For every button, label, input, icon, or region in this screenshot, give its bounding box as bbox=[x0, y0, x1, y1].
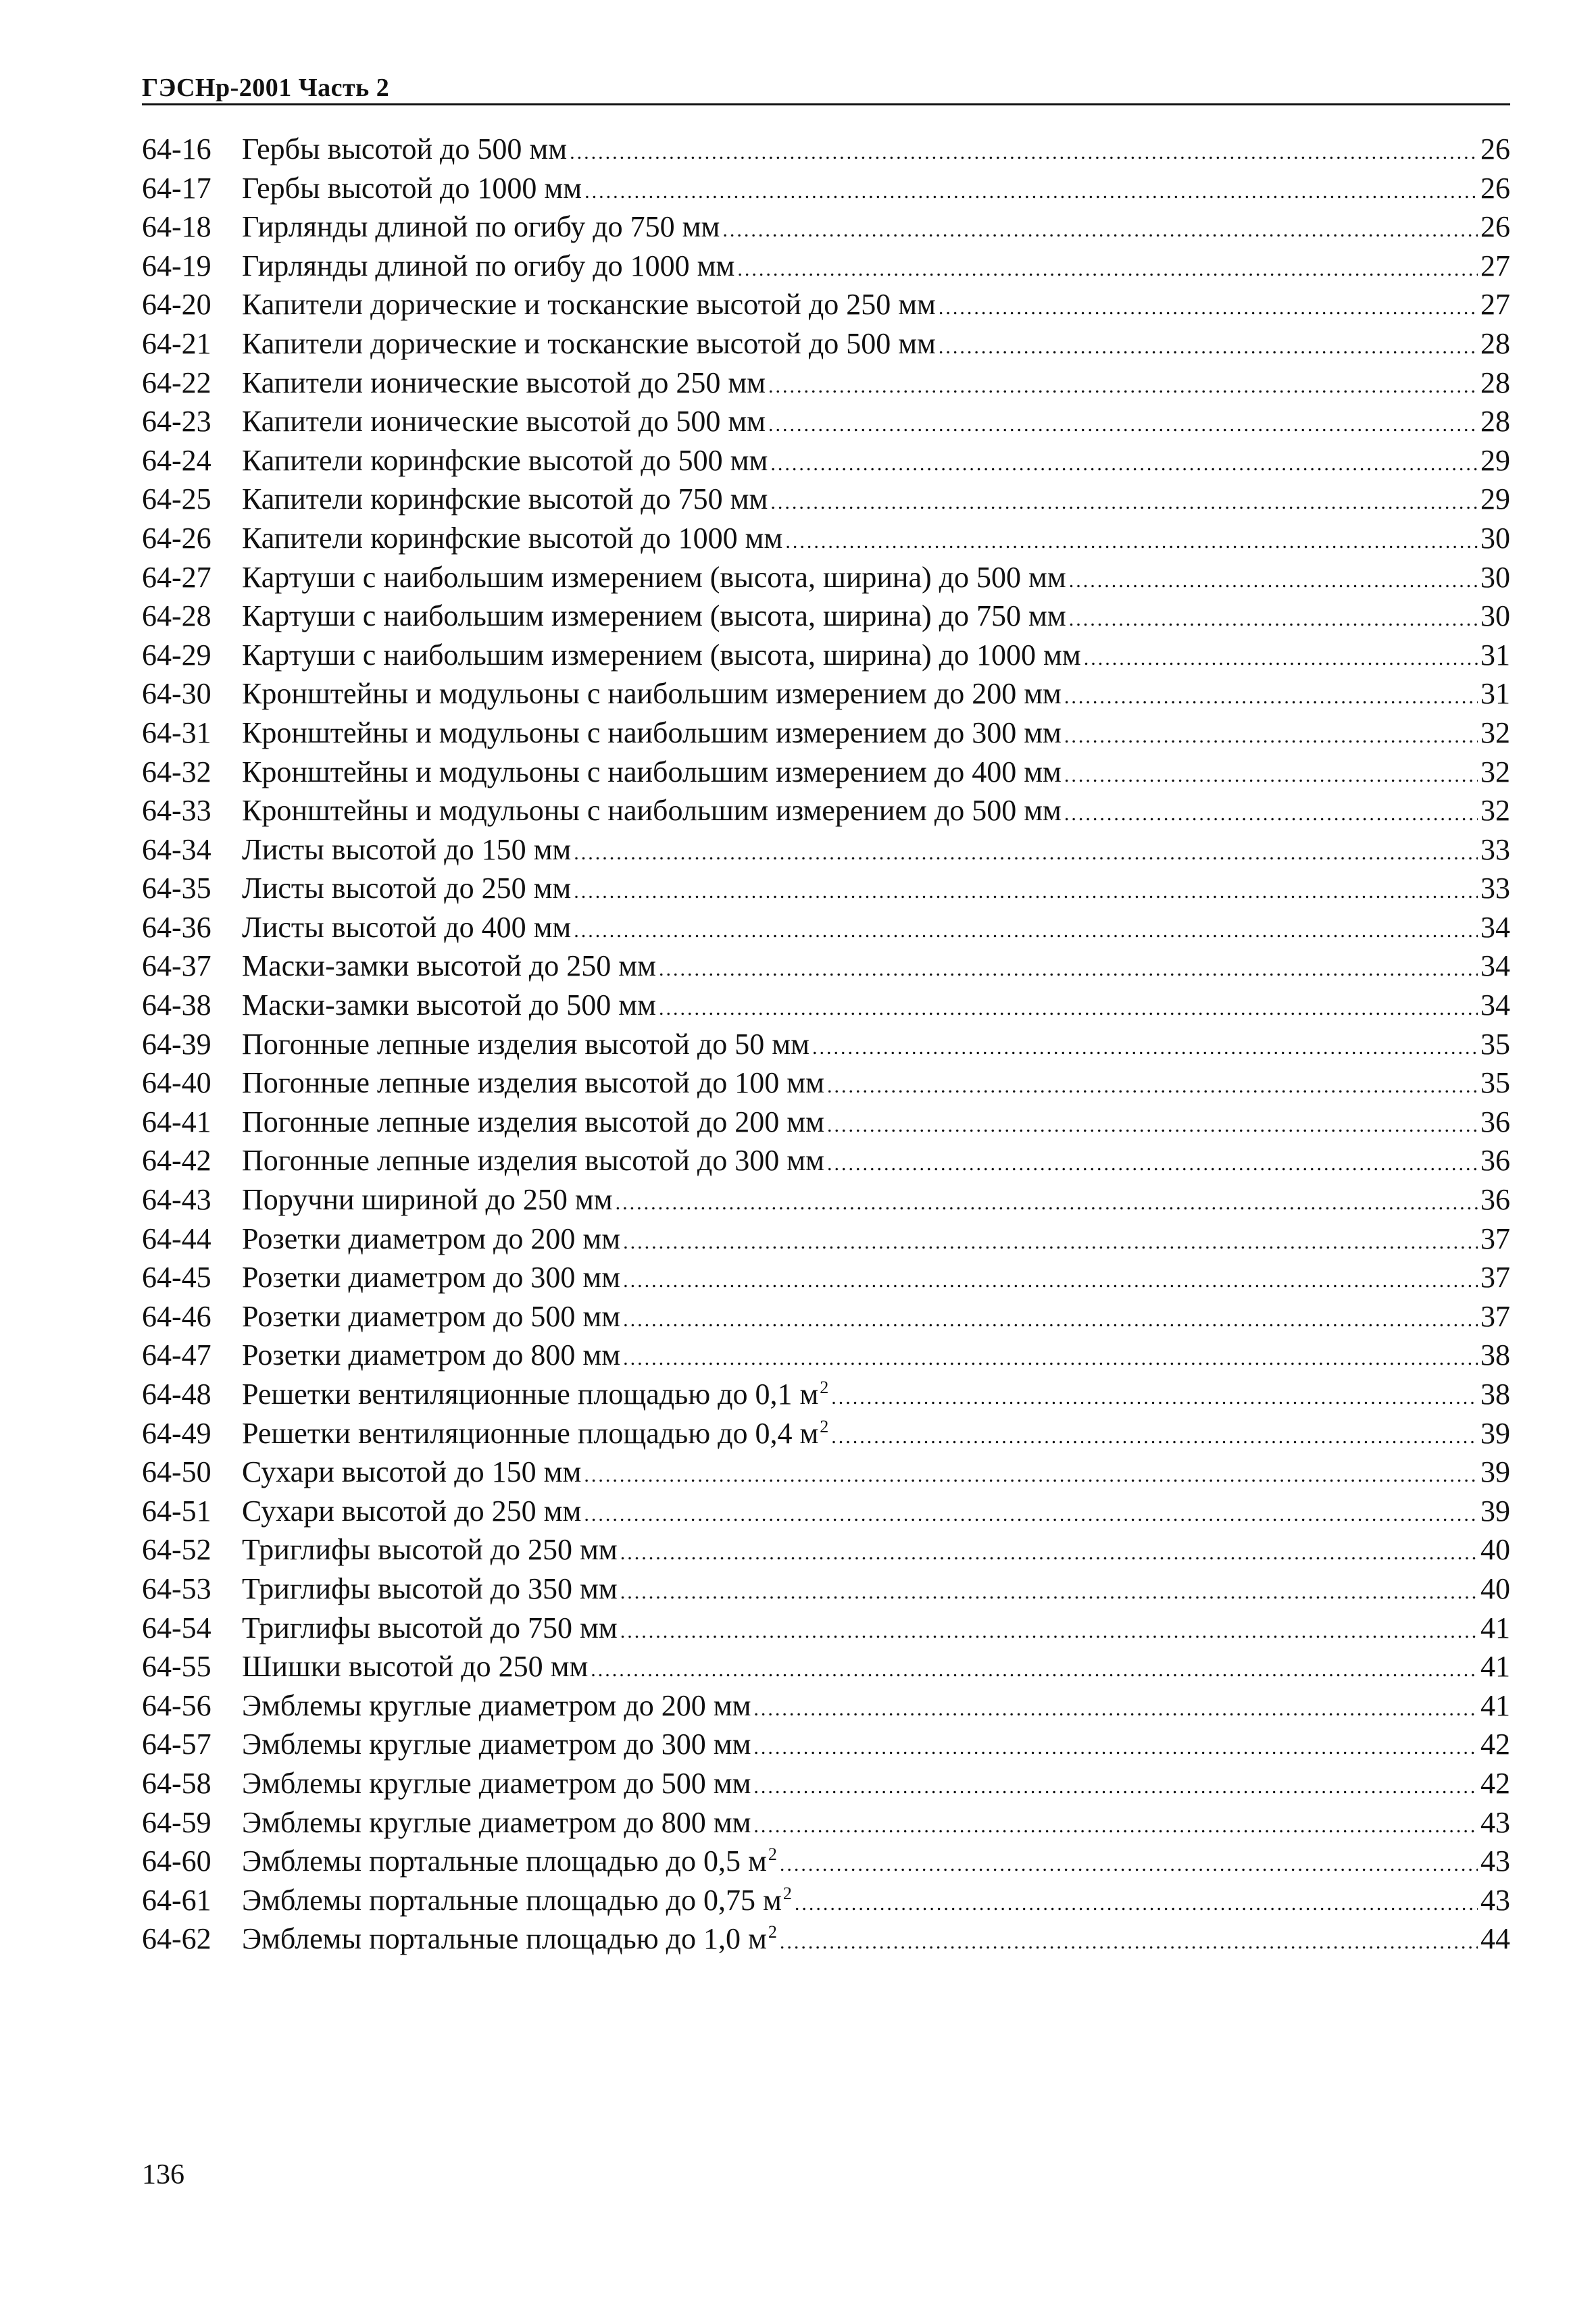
toc-entry-title-text: Эмблемы портальные площадью до 1,0 м bbox=[242, 1922, 767, 1956]
toc-entry-superscript: 2 bbox=[820, 1416, 829, 1436]
toc-entry-code: 64-53 bbox=[142, 1571, 211, 1605]
toc-dot-leader bbox=[753, 1690, 1478, 1729]
toc-entry-title bbox=[242, 753, 1062, 792]
toc-entry-title bbox=[242, 247, 734, 286]
toc-entry-title-text: Картуши с наибольшим измерением (высота, ширина) до 500 мм bbox=[242, 560, 1066, 594]
toc-entry-title bbox=[242, 402, 766, 441]
toc-dot-leader bbox=[737, 250, 1478, 289]
toc-entry-title-text: Гирлянды длиной по огибу до 750 мм bbox=[242, 210, 720, 244]
toc-entry-title-text: Погонные лепные изделия высотой до 50 мм bbox=[242, 1027, 809, 1061]
toc-entry-title bbox=[242, 207, 720, 247]
toc-dot-leader bbox=[780, 1923, 1478, 1962]
toc-entry bbox=[142, 869, 1510, 908]
toc-entry bbox=[142, 402, 1510, 441]
toc-entry-code: 64-33 bbox=[142, 794, 211, 828]
toc-dot-leader bbox=[659, 989, 1478, 1028]
toc-entry bbox=[142, 1647, 1510, 1686]
table-of-contents bbox=[142, 130, 1510, 1959]
toc-entry bbox=[142, 1063, 1510, 1103]
toc-entry-title bbox=[242, 1803, 751, 1842]
toc-entry-page: 43 bbox=[1480, 1805, 1510, 1839]
toc-entry-title-text: Погонные лепные изделия высотой до 100 мм bbox=[242, 1066, 824, 1100]
toc-entry-title-text: Гирлянды длиной по огибу до 1000 мм bbox=[242, 249, 735, 282]
toc-entry-title bbox=[242, 130, 567, 169]
toc-entry-page: 43 bbox=[1480, 1844, 1510, 1878]
toc-entry bbox=[142, 791, 1510, 830]
toc-entry-page: 40 bbox=[1480, 1533, 1510, 1567]
toc-entry-title bbox=[242, 986, 656, 1025]
toc-dot-leader bbox=[616, 1184, 1478, 1223]
toc-entry-code: 64-31 bbox=[142, 715, 211, 749]
toc-entry bbox=[142, 324, 1510, 363]
toc-entry-title bbox=[242, 1764, 751, 1803]
toc-dot-leader bbox=[584, 172, 1478, 211]
toc-entry-title bbox=[242, 480, 768, 519]
toc-entry-code: 64-52 bbox=[142, 1533, 211, 1567]
toc-entry-page: 28 bbox=[1480, 366, 1510, 399]
toc-entry-title bbox=[242, 1297, 620, 1336]
toc-entry-title bbox=[242, 1881, 792, 1920]
toc-entry bbox=[142, 1025, 1510, 1064]
toc-entry bbox=[142, 1219, 1510, 1259]
toc-entry-page: 37 bbox=[1480, 1261, 1510, 1294]
toc-entry-code: 64-17 bbox=[142, 171, 211, 205]
toc-entry-page: 32 bbox=[1480, 715, 1510, 749]
toc-dot-leader bbox=[780, 1845, 1478, 1884]
toc-entry-page: 41 bbox=[1480, 1688, 1510, 1722]
toc-dot-leader bbox=[795, 1884, 1478, 1923]
toc-dot-leader bbox=[939, 288, 1478, 328]
toc-entry bbox=[142, 1919, 1510, 1959]
toc-entry-page: 33 bbox=[1480, 872, 1510, 905]
toc-entry-title bbox=[242, 1180, 613, 1219]
toc-entry-code: 64-61 bbox=[142, 1883, 211, 1917]
toc-dot-leader bbox=[827, 1106, 1478, 1145]
toc-entry-title-text: Поручни шириной до 250 мм bbox=[242, 1183, 613, 1217]
toc-entry-page: 39 bbox=[1480, 1416, 1510, 1450]
toc-entry-page: 26 bbox=[1480, 171, 1510, 205]
toc-entry-code: 64-62 bbox=[142, 1922, 211, 1956]
toc-entry-title bbox=[242, 1725, 751, 1764]
toc-entry-page: 34 bbox=[1480, 988, 1510, 1022]
toc-entry-page: 32 bbox=[1480, 755, 1510, 788]
toc-entry-code: 64-58 bbox=[142, 1766, 211, 1800]
toc-entry-title bbox=[242, 519, 782, 558]
toc-dot-leader bbox=[1069, 561, 1478, 601]
toc-entry-code: 64-30 bbox=[142, 677, 211, 711]
toc-entry bbox=[142, 1764, 1510, 1803]
toc-entry-title-text: Капители дорические и тосканские высотой до 500 мм bbox=[242, 326, 936, 360]
toc-entry-title bbox=[242, 324, 936, 363]
toc-entry-page: 39 bbox=[1480, 1494, 1510, 1528]
toc-entry bbox=[142, 1609, 1510, 1648]
toc-entry-title bbox=[242, 1919, 777, 1959]
toc-entry-title bbox=[242, 1141, 824, 1180]
toc-entry-page: 38 bbox=[1480, 1338, 1510, 1372]
toc-dot-leader bbox=[1064, 717, 1478, 756]
toc-entry-code: 64-19 bbox=[142, 249, 211, 282]
toc-entry-page: 36 bbox=[1480, 1183, 1510, 1217]
toc-entry-page: 30 bbox=[1480, 560, 1510, 594]
toc-entry-page: 34 bbox=[1480, 949, 1510, 983]
toc-entry-title-text: Эмблемы круглые диаметром до 800 мм bbox=[242, 1805, 751, 1839]
toc-entry-code: 64-57 bbox=[142, 1728, 211, 1761]
toc-dot-leader bbox=[659, 950, 1478, 989]
toc-entry-title-text: Решетки вентиляционные площадью до 0,4 м bbox=[242, 1416, 819, 1450]
toc-entry-title bbox=[242, 1375, 828, 1414]
toc-dot-leader bbox=[753, 1728, 1478, 1767]
toc-entry-title bbox=[242, 713, 1062, 753]
toc-entry-title-text: Листы высотой до 250 мм bbox=[242, 872, 572, 905]
toc-entry-page: 26 bbox=[1480, 210, 1510, 244]
toc-entry-title bbox=[242, 1530, 618, 1569]
toc-entry-page: 32 bbox=[1480, 794, 1510, 828]
toc-entry-page: 29 bbox=[1480, 482, 1510, 516]
toc-dot-leader bbox=[812, 1028, 1478, 1067]
toc-entry-page: 37 bbox=[1480, 1299, 1510, 1333]
toc-entry-title-text: Сухари высотой до 150 мм bbox=[242, 1455, 582, 1489]
toc-entry bbox=[142, 986, 1510, 1025]
toc-entry-code: 64-60 bbox=[142, 1844, 211, 1878]
toc-entry-title bbox=[242, 636, 1081, 675]
toc-dot-leader bbox=[770, 483, 1478, 522]
toc-entry bbox=[142, 1297, 1510, 1336]
toc-entry-page: 36 bbox=[1480, 1105, 1510, 1138]
toc-entry bbox=[142, 1414, 1510, 1453]
toc-entry-page: 34 bbox=[1480, 910, 1510, 944]
toc-entry bbox=[142, 519, 1510, 558]
toc-entry-code: 64-54 bbox=[142, 1611, 211, 1644]
toc-entry-title bbox=[242, 1025, 809, 1064]
toc-entry-title-text: Шишки высотой до 250 мм bbox=[242, 1650, 589, 1684]
toc-entry-code: 64-26 bbox=[142, 521, 211, 555]
toc-entry-title-text: Капители дорические и тосканские высотой до 250 мм bbox=[242, 288, 936, 322]
toc-entry-page: 26 bbox=[1480, 132, 1510, 166]
toc-entry-superscript: 2 bbox=[768, 1844, 777, 1865]
toc-entry-code: 64-47 bbox=[142, 1338, 211, 1372]
toc-dot-leader bbox=[623, 1261, 1478, 1301]
toc-entry-page: 31 bbox=[1480, 677, 1510, 711]
toc-entry-page: 27 bbox=[1480, 288, 1510, 322]
toc-entry-title bbox=[242, 1609, 618, 1648]
toc-entry bbox=[142, 1258, 1510, 1297]
toc-entry-title bbox=[242, 908, 571, 947]
toc-entry-title bbox=[242, 674, 1062, 713]
toc-entry-code: 64-50 bbox=[142, 1455, 211, 1489]
toc-dot-leader bbox=[770, 445, 1478, 484]
toc-dot-leader bbox=[623, 1339, 1478, 1378]
toc-entry-page: 41 bbox=[1480, 1611, 1510, 1644]
toc-entry bbox=[142, 169, 1510, 208]
toc-dot-leader bbox=[753, 1767, 1478, 1807]
toc-entry-page: 35 bbox=[1480, 1066, 1510, 1100]
toc-entry-code: 64-24 bbox=[142, 443, 211, 477]
toc-entry-title-text: Эмблемы круглые диаметром до 300 мм bbox=[242, 1728, 751, 1761]
toc-entry-code: 64-16 bbox=[142, 132, 211, 166]
toc-entry-title-text: Капители коринфские высотой до 500 мм bbox=[242, 443, 768, 477]
toc-dot-leader bbox=[584, 1456, 1478, 1495]
toc-entry-code: 64-48 bbox=[142, 1378, 211, 1411]
toc-entry-code: 64-29 bbox=[142, 638, 211, 672]
toc-entry bbox=[142, 363, 1510, 403]
toc-entry-title bbox=[242, 1414, 828, 1453]
toc-entry bbox=[142, 1530, 1510, 1569]
toc-entry bbox=[142, 753, 1510, 792]
toc-entry-page: 44 bbox=[1480, 1922, 1510, 1956]
toc-dot-leader bbox=[574, 872, 1478, 911]
toc-entry bbox=[142, 908, 1510, 947]
toc-entry bbox=[142, 285, 1510, 324]
toc-entry-title-text: Картуши с наибольшим измерением (высота, ширина) до 1000 мм bbox=[242, 638, 1081, 672]
toc-dot-leader bbox=[827, 1067, 1478, 1106]
toc-entry-code: 64-40 bbox=[142, 1066, 211, 1100]
toc-entry-title-text: Эмблемы портальные площадью до 0,5 м bbox=[242, 1844, 767, 1878]
toc-entry-page: 39 bbox=[1480, 1455, 1510, 1489]
toc-entry-superscript: 2 bbox=[768, 1922, 777, 1942]
toc-entry-title-text: Погонные лепные изделия высотой до 300 мм bbox=[242, 1144, 824, 1178]
toc-entry-title-text: Листы высотой до 150 мм bbox=[242, 832, 572, 866]
toc-entry-page: 36 bbox=[1480, 1144, 1510, 1178]
toc-entry-title-text: Листы высотой до 400 мм bbox=[242, 910, 572, 944]
toc-entry-title-text: Капители коринфские высотой до 750 мм bbox=[242, 482, 768, 516]
toc-entry bbox=[142, 1453, 1510, 1492]
toc-entry-code: 64-32 bbox=[142, 755, 211, 788]
toc-entry bbox=[142, 1725, 1510, 1764]
toc-entry bbox=[142, 713, 1510, 753]
toc-entry-title-text: Розетки диаметром до 800 мм bbox=[242, 1338, 621, 1372]
toc-entry-title-text: Эмблемы портальные площадью до 0,75 м bbox=[242, 1883, 782, 1917]
toc-entry-title-text: Гербы высотой до 1000 мм bbox=[242, 171, 582, 205]
toc-entry-title-text: Эмблемы круглые диаметром до 500 мм bbox=[242, 1766, 751, 1800]
toc-entry-title bbox=[242, 1103, 824, 1142]
toc-entry bbox=[142, 636, 1510, 675]
toc-entry bbox=[142, 1803, 1510, 1842]
toc-entry-code: 64-46 bbox=[142, 1299, 211, 1333]
toc-dot-leader bbox=[1064, 678, 1478, 717]
toc-dot-leader bbox=[574, 911, 1478, 951]
toc-entry-code: 64-56 bbox=[142, 1688, 211, 1722]
toc-entry-title-text: Эмблемы круглые диаметром до 200 мм bbox=[242, 1688, 751, 1722]
toc-entry-title-text: Капители ионические высотой до 500 мм bbox=[242, 405, 766, 438]
toc-entry-title bbox=[242, 1063, 824, 1103]
toc-dot-leader bbox=[1064, 756, 1478, 795]
toc-dot-leader bbox=[574, 834, 1478, 873]
running-header bbox=[142, 69, 1510, 105]
toc-dot-leader bbox=[939, 328, 1478, 367]
toc-entry bbox=[142, 1492, 1510, 1531]
toc-entry-title-text: Маски-замки высотой до 500 мм bbox=[242, 988, 656, 1022]
toc-entry-code: 64-22 bbox=[142, 366, 211, 399]
toc-entry-title-text: Маски-замки высотой до 250 мм bbox=[242, 949, 656, 983]
toc-entry-title-text: Кронштейны и модульоны с наибольшим измерением до 500 мм bbox=[242, 794, 1062, 828]
toc-entry-code: 64-36 bbox=[142, 910, 211, 944]
toc-entry-title bbox=[242, 169, 582, 208]
toc-entry bbox=[142, 130, 1510, 169]
toc-entry-code: 64-25 bbox=[142, 482, 211, 516]
toc-dot-leader bbox=[785, 522, 1478, 561]
toc-entry bbox=[142, 1881, 1510, 1920]
toc-entry-page: 40 bbox=[1480, 1571, 1510, 1605]
toc-entry-page: 41 bbox=[1480, 1650, 1510, 1684]
toc-entry-title-text: Розетки диаметром до 200 мм bbox=[242, 1222, 621, 1255]
toc-entry-title bbox=[242, 1492, 581, 1531]
toc-entry-title bbox=[242, 1336, 620, 1375]
toc-entry-title-text: Капители ионические высотой до 250 мм bbox=[242, 366, 766, 399]
toc-entry-title-text: Капители коринфские высотой до 1000 мм bbox=[242, 521, 783, 555]
toc-entry-title bbox=[242, 558, 1066, 597]
toc-dot-leader bbox=[620, 1612, 1478, 1651]
toc-entry-title-text: Кронштейны и модульоны с наибольшим измерением до 400 мм bbox=[242, 755, 1062, 788]
toc-entry-title bbox=[242, 597, 1066, 636]
toc-dot-leader bbox=[620, 1573, 1478, 1612]
toc-entry-title bbox=[242, 441, 768, 480]
toc-entry-code: 64-37 bbox=[142, 949, 211, 983]
toc-entry-code: 64-18 bbox=[142, 210, 211, 244]
toc-dot-leader bbox=[831, 1417, 1478, 1457]
toc-entry-title-text: Кронштейны и модульоны с наибольшим измерением до 300 мм bbox=[242, 715, 1062, 749]
toc-entry bbox=[142, 674, 1510, 713]
toc-entry bbox=[142, 1103, 1510, 1142]
toc-entry-title bbox=[242, 1647, 588, 1686]
toc-entry-title-text: Розетки диаметром до 300 мм bbox=[242, 1261, 621, 1294]
toc-entry-code: 64-43 bbox=[142, 1183, 211, 1217]
toc-dot-leader bbox=[722, 211, 1478, 250]
toc-entry-title bbox=[242, 1453, 581, 1492]
toc-entry-title-text: Триглифы высотой до 350 мм bbox=[242, 1571, 618, 1605]
toc-entry-title-text: Погонные лепные изделия высотой до 200 мм bbox=[242, 1105, 824, 1138]
toc-entry-page: 28 bbox=[1480, 405, 1510, 438]
toc-dot-leader bbox=[768, 405, 1478, 445]
page-number: 136 bbox=[142, 2159, 184, 2190]
toc-entry-title bbox=[242, 1842, 777, 1881]
toc-entry-code: 64-27 bbox=[142, 560, 211, 594]
toc-entry-title bbox=[242, 1219, 620, 1259]
toc-entry-page: 30 bbox=[1480, 521, 1510, 555]
toc-entry-code: 64-45 bbox=[142, 1261, 211, 1294]
toc-entry-code: 64-21 bbox=[142, 326, 211, 360]
toc-entry-code: 64-23 bbox=[142, 405, 211, 438]
toc-entry-superscript: 2 bbox=[782, 1883, 792, 1903]
toc-entry-code: 64-42 bbox=[142, 1144, 211, 1178]
toc-entry-code: 64-44 bbox=[142, 1222, 211, 1255]
toc-dot-leader bbox=[1069, 600, 1478, 639]
toc-entry-title-text: Решетки вентиляционные площадью до 0,1 м bbox=[242, 1378, 819, 1411]
toc-entry bbox=[142, 597, 1510, 636]
toc-entry-code: 64-39 bbox=[142, 1027, 211, 1061]
toc-dot-leader bbox=[623, 1223, 1478, 1262]
toc-entry-title bbox=[242, 869, 571, 908]
toc-entry-code: 64-34 bbox=[142, 832, 211, 866]
toc-entry-code: 64-49 bbox=[142, 1416, 211, 1450]
toc-dot-leader bbox=[584, 1495, 1478, 1534]
toc-entry-title bbox=[242, 363, 766, 403]
toc-entry bbox=[142, 247, 1510, 286]
toc-entry bbox=[142, 1180, 1510, 1219]
toc-entry-code: 64-55 bbox=[142, 1650, 211, 1684]
toc-entry-title-text: Кронштейны и модульоны с наибольшим измерением до 200 мм bbox=[242, 677, 1062, 711]
header-title: ГЭСНр-2001 Часть 2 bbox=[142, 74, 390, 102]
toc-entry bbox=[142, 1569, 1510, 1609]
toc-dot-leader bbox=[591, 1651, 1478, 1690]
toc-entry bbox=[142, 1375, 1510, 1414]
toc-dot-leader bbox=[827, 1145, 1478, 1184]
toc-dot-leader bbox=[753, 1807, 1478, 1846]
toc-entry-code: 64-59 bbox=[142, 1805, 211, 1839]
toc-dot-leader bbox=[623, 1301, 1478, 1340]
toc-entry-title bbox=[242, 285, 936, 324]
toc-entry-title bbox=[242, 1686, 751, 1726]
toc-entry-page: 43 bbox=[1480, 1883, 1510, 1917]
toc-dot-leader bbox=[1064, 795, 1478, 834]
toc-entry-title-text: Триглифы высотой до 250 мм bbox=[242, 1533, 618, 1567]
toc-entry-page: 29 bbox=[1480, 443, 1510, 477]
toc-entry bbox=[142, 830, 1510, 870]
toc-dot-leader bbox=[620, 1534, 1478, 1573]
toc-entry-title-text: Розетки диаметром до 500 мм bbox=[242, 1299, 621, 1333]
toc-entry-superscript: 2 bbox=[820, 1378, 829, 1397]
toc-entry bbox=[142, 1686, 1510, 1726]
toc-entry-page: 33 bbox=[1480, 832, 1510, 866]
toc-entry-title bbox=[242, 1569, 618, 1609]
toc-entry bbox=[142, 558, 1510, 597]
toc-entry bbox=[142, 1141, 1510, 1180]
toc-entry-title-text: Картуши с наибольшим измерением (высота, ширина) до 750 мм bbox=[242, 599, 1066, 633]
toc-entry-code: 64-41 bbox=[142, 1105, 211, 1138]
toc-entry-page: 42 bbox=[1480, 1728, 1510, 1761]
toc-entry-title bbox=[242, 830, 571, 870]
toc-entry-page: 30 bbox=[1480, 599, 1510, 633]
toc-dot-leader bbox=[831, 1378, 1478, 1417]
toc-entry-code: 64-51 bbox=[142, 1494, 211, 1528]
toc-entry-code: 64-20 bbox=[142, 288, 211, 322]
toc-entry-page: 35 bbox=[1480, 1027, 1510, 1061]
toc-dot-leader bbox=[1084, 639, 1478, 678]
toc-entry-code: 64-35 bbox=[142, 872, 211, 905]
toc-entry-code: 64-38 bbox=[142, 988, 211, 1022]
toc-entry bbox=[142, 480, 1510, 519]
toc-entry-page: 38 bbox=[1480, 1378, 1510, 1411]
toc-entry-title bbox=[242, 1258, 620, 1297]
toc-entry-title bbox=[242, 947, 656, 986]
toc-entry-page: 27 bbox=[1480, 249, 1510, 282]
toc-entry bbox=[142, 441, 1510, 480]
toc-entry-page: 31 bbox=[1480, 638, 1510, 672]
toc-entry-title bbox=[242, 791, 1062, 830]
toc-dot-leader bbox=[570, 133, 1478, 172]
toc-entry bbox=[142, 947, 1510, 986]
toc-entry-title-text: Триглифы высотой до 750 мм bbox=[242, 1611, 618, 1644]
toc-dot-leader bbox=[768, 367, 1478, 406]
toc-entry-title-text: Гербы высотой до 500 мм bbox=[242, 132, 568, 166]
toc-entry-page: 28 bbox=[1480, 326, 1510, 360]
toc-entry-page: 42 bbox=[1480, 1766, 1510, 1800]
toc-entry-page: 37 bbox=[1480, 1222, 1510, 1255]
toc-entry-code: 64-28 bbox=[142, 599, 211, 633]
toc-entry-title-text: Сухари высотой до 250 мм bbox=[242, 1494, 582, 1528]
toc-entry bbox=[142, 1842, 1510, 1881]
toc-entry bbox=[142, 1336, 1510, 1375]
toc-entry bbox=[142, 207, 1510, 247]
